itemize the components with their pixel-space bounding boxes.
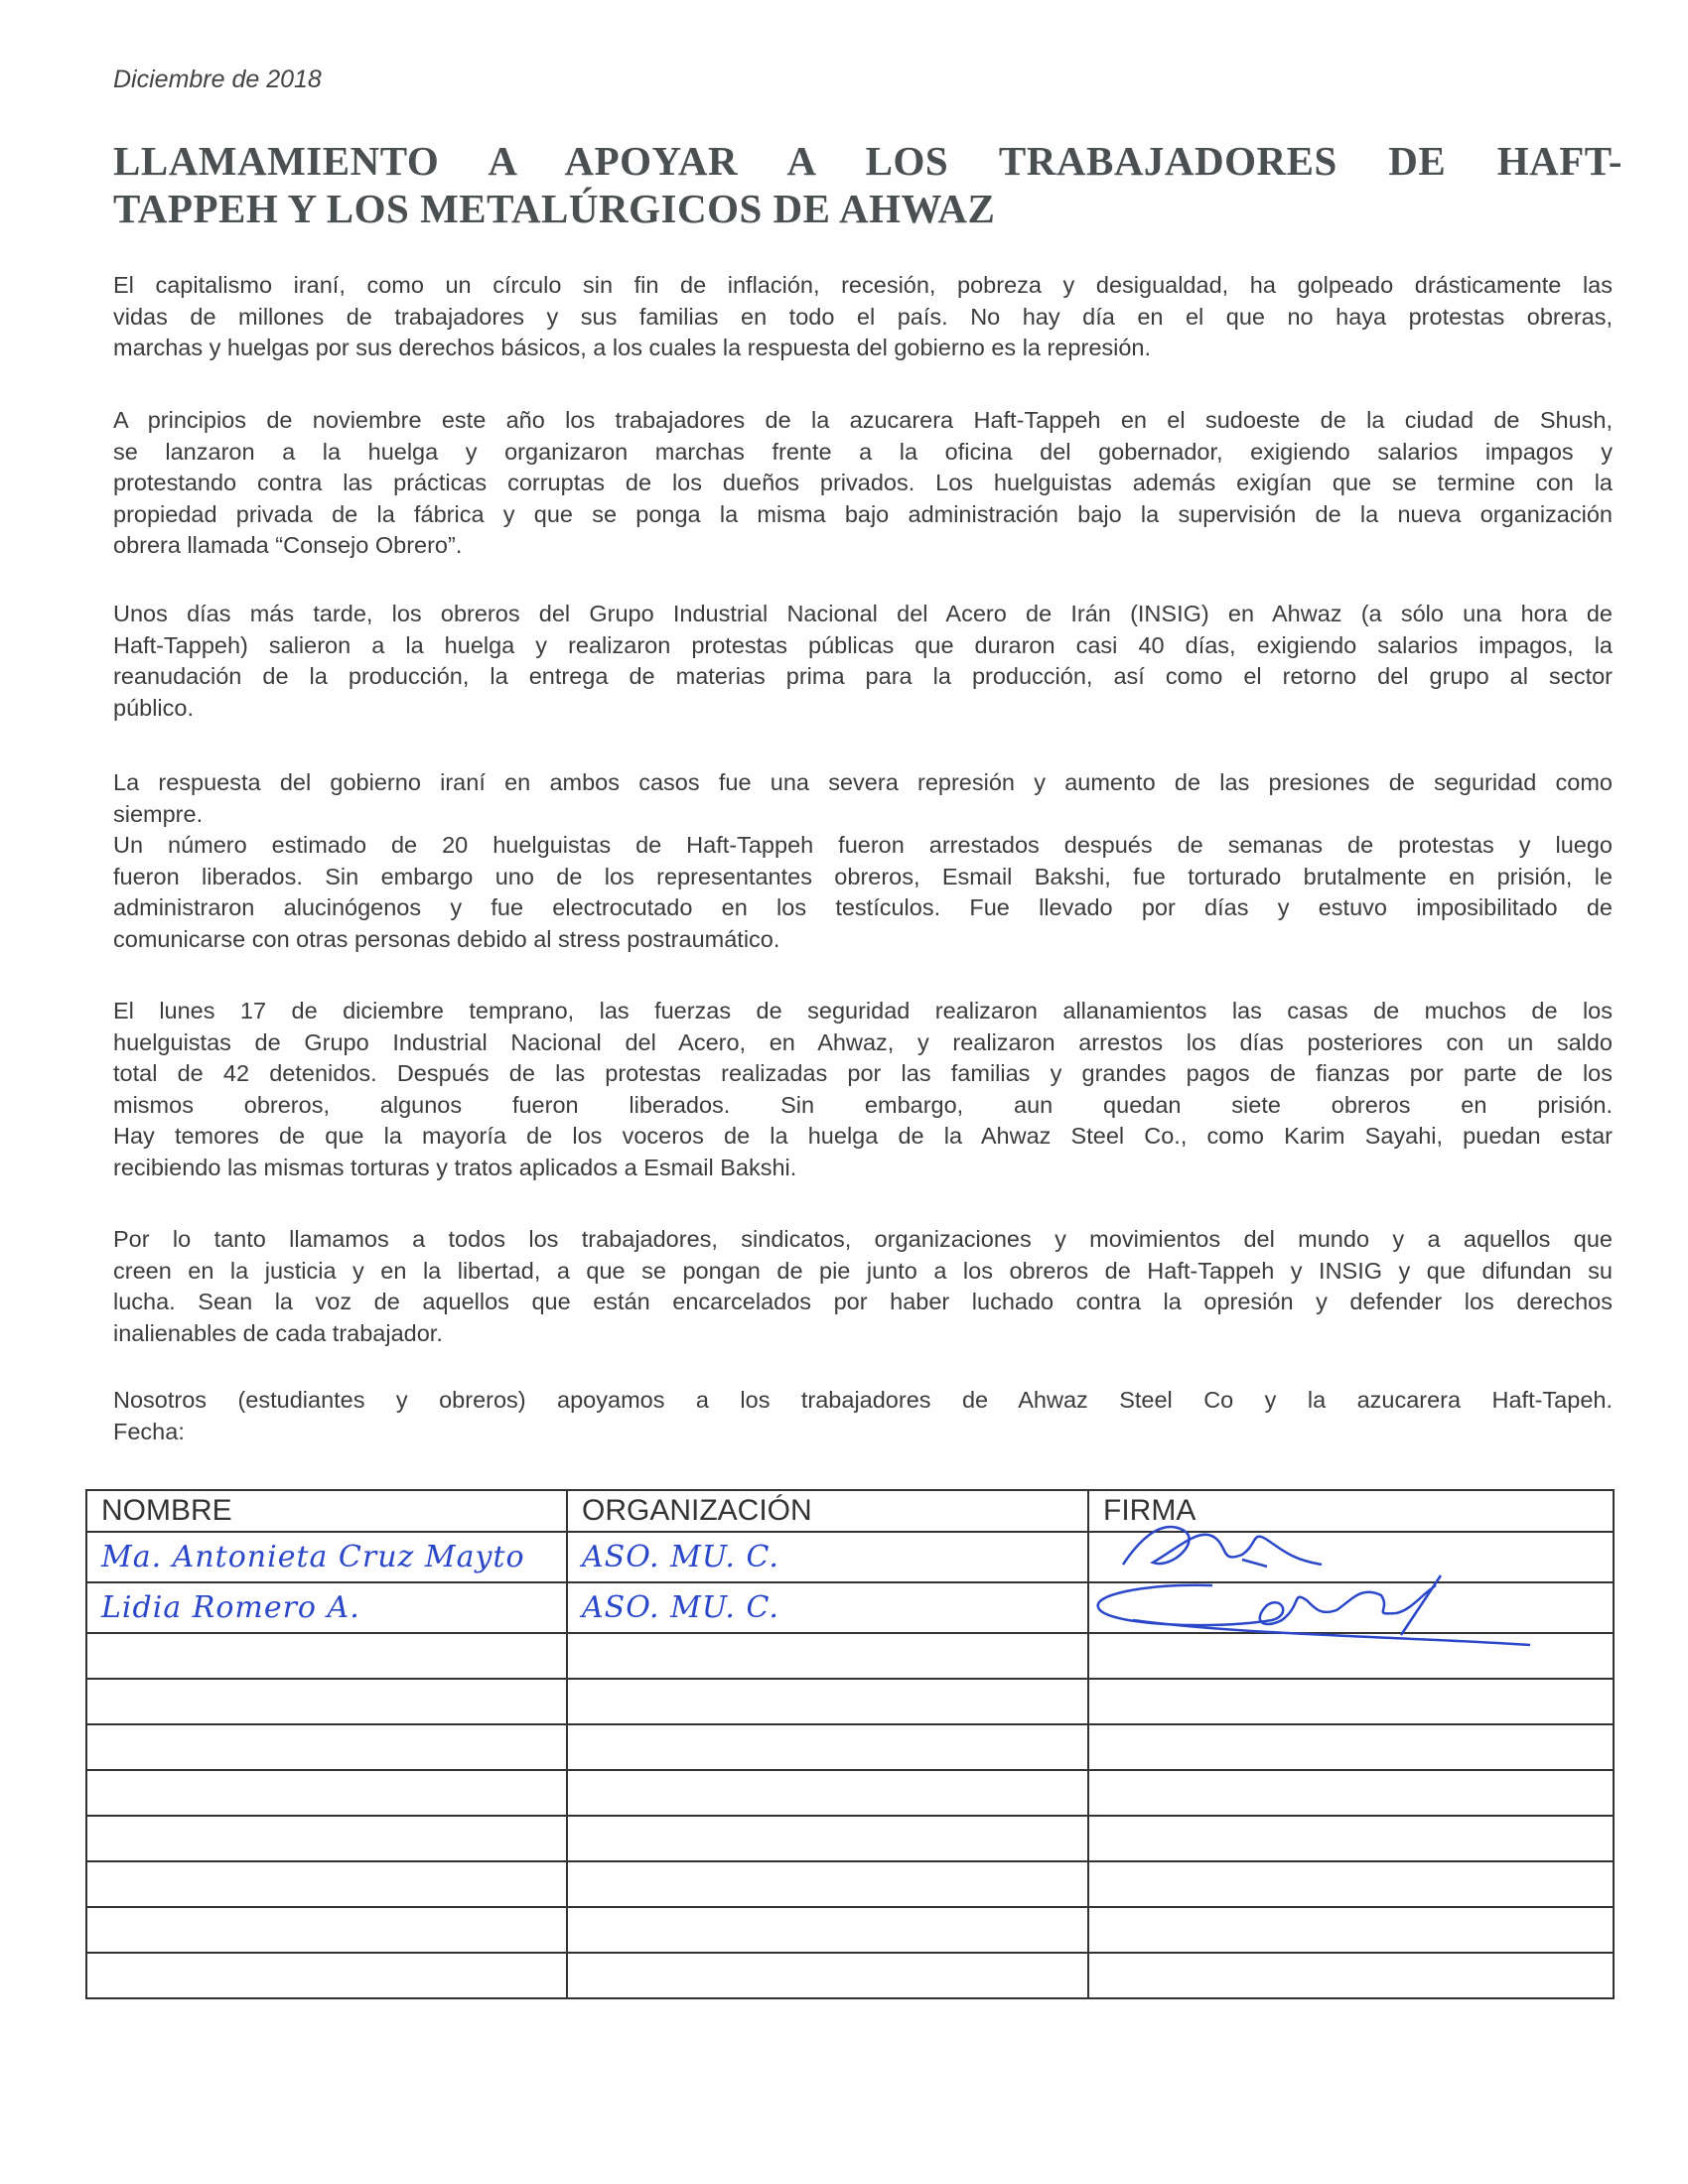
name-cell[interactable] xyxy=(86,1953,567,1998)
paragraph-line: mismos obreros, algunos fueron liberados. Sin embargo, aun quedan siete obreros en prisión. xyxy=(113,1091,1613,1118)
paragraph-line: creen en la justicia y en la libertad, a que se pongan de pie junto a los obreros de Haft-Tappeh y INSIG y que difundan su xyxy=(113,1257,1613,1284)
column-header-organizacion: ORGANIZACIÓN xyxy=(567,1490,1088,1532)
signature-cell[interactable] xyxy=(1088,1582,1614,1633)
support-statement-line: Nosotros (estudiantes y obreros) apoyamos a los trabajadores de Ahwaz Steel Co y la azucarera Haft-Tapeh. xyxy=(113,1387,1613,1413)
table-row xyxy=(86,1816,1614,1861)
paragraph-line: propiedad privada de la fábrica y que se ponga la misma bajo administración bajo la supervisión de la nueva organización xyxy=(113,500,1613,527)
signature-scribble-icon xyxy=(1093,1566,1610,1655)
organization-cell[interactable] xyxy=(567,1861,1088,1907)
name-cell[interactable] xyxy=(86,1907,567,1953)
paragraph-line: lucha. Sean la voz de aquellos que están encarcelados por haber luchado contra la opresión y defender los derechos xyxy=(113,1289,1613,1314)
paragraph-line: fueron liberados. Sin embargo uno de los representantes obreros, Esmail Bakshi, fue torturado brutalmente en prisión, le xyxy=(113,863,1613,889)
paragraph-5 xyxy=(113,996,1613,1183)
paragraph-line: obrera llamada “Consejo Obrero”. xyxy=(113,532,463,558)
name-cell[interactable] xyxy=(86,1532,567,1582)
name-cell[interactable] xyxy=(86,1679,567,1724)
signature-cell[interactable] xyxy=(1088,1770,1614,1816)
handwritten-name: Lidia Romero A. xyxy=(101,1590,360,1625)
document-date: Diciembre de 2018 xyxy=(113,66,322,93)
organization-cell[interactable] xyxy=(567,1582,1088,1633)
paragraph-line: Hay temores de que la mayoría de los voceros de la huelga de la Ahwaz Steel Co., como Karim Sayahi, puedan estar xyxy=(113,1123,1613,1149)
paragraph-line: Un número estimado de 20 huelguistas de Haft-Tappeh fueron arrestados después de semanas de protestas y luego xyxy=(113,832,1613,858)
table-row xyxy=(86,1770,1614,1816)
paragraph-line: huelguistas de Grupo Industrial Nacional del Acero, en Ahwaz, y realizaron arrestos los días posteriores con un saldo xyxy=(113,1028,1613,1055)
signature-cell[interactable] xyxy=(1088,1907,1614,1953)
title-line-1: LLAMAMIENTO A APOYAR A LOS TRABAJADORES DE HAFT- xyxy=(113,138,1622,184)
paragraph-line: Haft-Tappeh) salieron a la huelga y realizaron protestas públicas que duraron casi 40 días, exigiendo salarios impagos, la xyxy=(113,631,1613,658)
signature-cell[interactable] xyxy=(1088,1953,1614,1998)
signature-cell[interactable] xyxy=(1088,1861,1614,1907)
signature-cell[interactable] xyxy=(1088,1724,1614,1770)
paragraph-line: Por lo tanto llamamos a todos los trabajadores, sindicatos, organizaciones y movimientos del mundo y a aquellos que xyxy=(113,1226,1613,1252)
paragraph-line: recibiendo las mismas torturas y tratos aplicados a Esmail Bakshi. xyxy=(113,1154,797,1180)
organization-cell[interactable] xyxy=(567,1770,1088,1816)
paragraph-line: reanudación de la producción, la entrega de materias prima para la producción, así como el retorno del grupo al sector xyxy=(113,663,1613,689)
name-cell[interactable] xyxy=(86,1770,567,1816)
table-row xyxy=(86,1953,1614,1998)
name-cell[interactable] xyxy=(86,1633,567,1679)
title-line-2: TAPPEH Y LOS METALÚRGICOS DE AHWAZ xyxy=(113,186,996,231)
paragraph-line: A principios de noviembre este año los trabajadores de la azucarera Haft-Tappeh en el sudoeste de la ciudad de Shush, xyxy=(113,407,1613,433)
paragraph-2 xyxy=(113,405,1613,562)
paragraph-line: protestando contra las prácticas corruptas de los dueños privados. Los huelguistas además exigían que se termine con la xyxy=(113,470,1613,495)
table-row xyxy=(86,1679,1614,1724)
organization-cell[interactable] xyxy=(567,1953,1088,1998)
paragraph-line: marchas y huelgas por sus derechos básicos, a los cuales la respuesta del gobierno es la represión. xyxy=(113,335,1152,360)
column-header-nombre: NOMBRE xyxy=(86,1490,567,1532)
paragraph-line: se lanzaron a la huelga y organizaron marchas frente a la oficina del gobernador, exigiendo salarios impagos y xyxy=(113,438,1613,465)
handwritten-organization: ASO. MU. C. xyxy=(582,1590,779,1625)
table-row xyxy=(86,1907,1614,1953)
document-title xyxy=(113,137,1622,232)
column-header-firma: FIRMA xyxy=(1088,1490,1614,1532)
paragraph-4 xyxy=(113,767,1613,955)
organization-cell[interactable] xyxy=(567,1679,1088,1724)
paragraph-6 xyxy=(113,1224,1613,1349)
paragraph-line: La respuesta del gobierno iraní en ambos casos fue una severa represión y aumento de las presiones de seguridad como xyxy=(113,769,1613,795)
organization-cell[interactable] xyxy=(567,1907,1088,1953)
paragraph-line: total de 42 detenidos. Después de las protestas realizadas por las familias y grandes pagos de fianzas por parte de los xyxy=(113,1060,1613,1086)
handwritten-organization: ASO. MU. C. xyxy=(582,1540,779,1574)
organization-cell[interactable] xyxy=(567,1633,1088,1679)
signature-cell[interactable] xyxy=(1088,1816,1614,1861)
paragraph-line: vidas de millones de trabajadores y sus familias en todo el país. No hay día en el que no haya protestas obreras, xyxy=(113,303,1613,330)
paragraph-line: El capitalismo iraní, como un círculo sin fin de inflación, recesión, pobreza y desigualdad, ha golpeado drásticamente las xyxy=(113,272,1613,298)
date-field-label: Fecha: xyxy=(113,1418,185,1444)
organization-cell[interactable] xyxy=(567,1724,1088,1770)
paragraph-support-statement xyxy=(113,1385,1613,1447)
signature-mark xyxy=(1103,1583,1580,1627)
name-cell[interactable] xyxy=(86,1582,567,1633)
paragraph-3 xyxy=(113,599,1613,724)
signature-cell[interactable] xyxy=(1088,1679,1614,1724)
table-row xyxy=(86,1724,1614,1770)
organization-cell[interactable] xyxy=(567,1532,1088,1582)
organization-cell[interactable] xyxy=(567,1816,1088,1861)
paragraph-line: siempre. xyxy=(113,800,204,827)
paragraph-1 xyxy=(113,270,1613,364)
paragraph-line: Unos días más tarde, los obreros del Grupo Industrial Nacional del Acero de Irán (INSIG) en Ahwaz (a sólo una hora de xyxy=(113,601,1613,626)
table-row xyxy=(86,1582,1614,1633)
handwritten-name: Ma. Antonieta Cruz Mayto xyxy=(101,1540,525,1574)
paragraph-line: público. xyxy=(113,694,194,721)
name-cell[interactable] xyxy=(86,1861,567,1907)
name-cell[interactable] xyxy=(86,1816,567,1861)
paragraph-line: administraron alucinógenos y fue electrocutado en los testículos. Fue llevado por días y estuvo imposibilitado de xyxy=(113,894,1613,920)
signature-table xyxy=(85,1489,1615,1999)
paragraph-line: comunicarse con otras personas debido al stress postraumático. xyxy=(113,925,780,952)
table-row xyxy=(86,1861,1614,1907)
name-cell[interactable] xyxy=(86,1724,567,1770)
paragraph-line: inalienables de cada trabajador. xyxy=(113,1319,443,1346)
paragraph-line: El lunes 17 de diciembre temprano, las fuerzas de seguridad realizaron allanamientos las casas de muchos de los xyxy=(113,998,1613,1024)
